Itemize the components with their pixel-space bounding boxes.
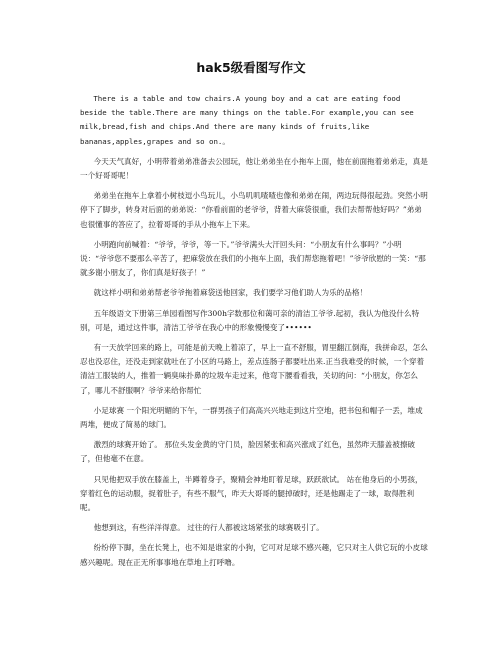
paragraph-8: 激烈的球赛开始了。 那位头发金黄的守门员，脸因紧张和高兴涨成了红色，虽然昨天膝盖被擦破了，但他毫不在意。 [80, 440, 416, 464]
paragraph-3: 小明跑向前喊着：“爷爷，爷爷，等一下。”爷爷满头大汗回头问：“小朋友有什么事吗？”小明说：“爷爷您不要那么辛苦了，把麻袋放在我们的小拖车上面，我们帮您拖着吧！”爷爷欣慰的一笑：“那就多谢小朋友了，你们真是好孩子！” [80, 239, 426, 278]
document-title: hak5级看图写作文 [196, 60, 306, 75]
paragraph-10: 他想到这，有些洋洋得意。 过往的行人都被这场紧张的球赛吸引了。 [93, 523, 324, 533]
paragraph-5: 五年级语文下册第三单园看图写作300h字数那位和蔼可亲的清洁工爷爷.起初，我认为他没什么特别，可是，通过这件事，清洁工爷爷在我心中的形象慢慢变了•••••• [80, 308, 420, 332]
document-body [80, 92, 428, 576]
english-paragraph: There is a table and tow chairs.A young boy and a cat are eating food beside the table.There are many things on the table.For example,you can see milk,bread,fish and chips.And there are many kinds of fruits,like bananas,apples,grapes and so on.。 [80, 94, 414, 146]
paragraph-9: 只见他把双手放在膝盖上，半蹲着身子，聚精会神地盯着足球，跃跃欲试。 站在他身后的小男孩，穿着红色的运动服，捉着肚子，有些不服气，昨天大哥哥的腿掉破时，还是他踢走了一球，取得胜利呢。 [80, 474, 423, 513]
paragraph-2: 弟弟坐在拖车上拿着小树枝逗小鸟玩儿，小鸟叽叽喳喳也像和弟弟在闹，两边玩得很起劲。突然小明停下了脚步，转身对后面的弟弟说：“你看前面的老爷爷，背着大麻袋很重，我们去帮帮他好吗？”弟弟也很懂事的答应了，拉着哥哥的手从小拖车上下来。 [80, 191, 428, 229]
paragraph-11: 纷纷停下脚，坐在长凳上，也不知是谁家的小狗，它可对足球不感兴趣，它只对主人供它玩的小皮球感兴趣呢。现在正无所事事地在草地上打呼噜。 [80, 543, 428, 567]
paragraph-7: 小足球赛 一个阳光明媚的下午，一群男孩子们高高兴兴地走到这片空地，把书包和帽子一丢，堆成两堆，便成了简易的球门。 [80, 405, 423, 430]
paragraph-6: 有一天放学回来的路上，可能是前天晚上着凉了，早上一直不舒服，胃里翻江倒海，我拼命忍，怎么忍也没忍住，还没走到家就吐在了小区的马路上，差点连肠子都要吐出来.正当我难受的时候，一个穿着清洁工服装的人，推着一辆臭味扑鼻的垃圾车走过来，他弯下腰看看我，关切的问：“小朋友，你怎么了，哪儿不舒服啊？爷爷来给你帮忙 [80, 343, 428, 395]
paragraph-1: 今天天气真好，小明带着弟弟准备去公园玩，他让弟弟坐在小拖车上面，他在前面拖着弟弟走，真是一个好哥哥呢！ [80, 156, 428, 181]
paragraph-4: 就这样小明和弟弟帮老爷爷拖着麻袋送他回家，我们要学习他们助人为乐的品格！ [93, 288, 368, 298]
